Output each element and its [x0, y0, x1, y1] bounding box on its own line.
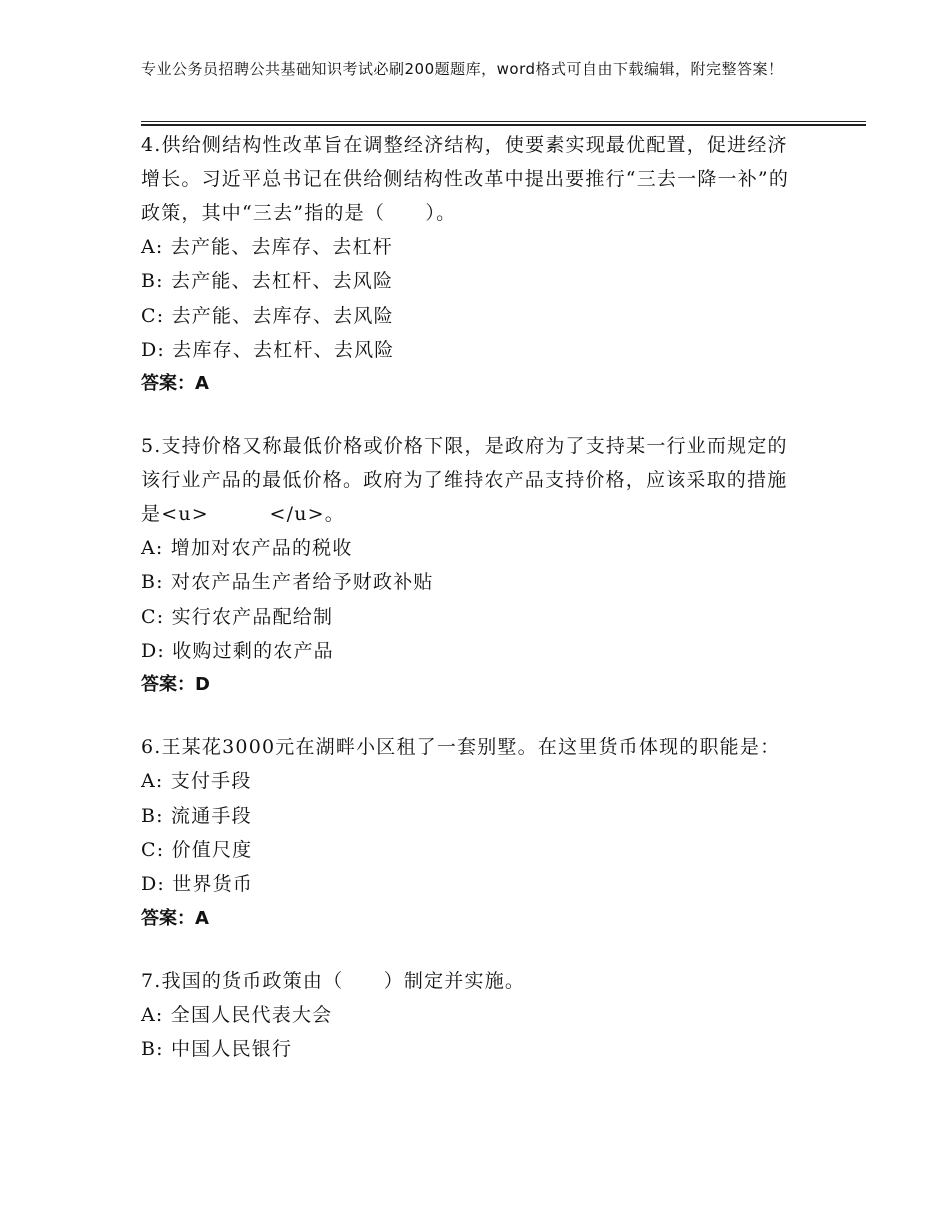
option-b: B: 流通手段: [141, 804, 252, 827]
option-a: A: 增加对农产品的税收: [141, 537, 353, 560]
answer-label: 答案：A: [141, 907, 209, 929]
question-5: [141, 429, 801, 702]
question-list: [141, 128, 801, 1094]
document-header: 专业公务员招聘公共基础知识考试必刷200题题库，word格式可自由下载编辑，附完整答案！: [141, 60, 784, 78]
option-b: B: 中国人民银行: [141, 1037, 293, 1060]
answer-label: 答案：A: [141, 373, 209, 395]
option-c: C: 价值尺度: [141, 838, 253, 861]
option-b: B: 去产能、去杠杆、去风险: [141, 270, 394, 293]
option-a: A: 支付手段: [141, 770, 252, 793]
option-c: C: 去产能、去库存、去风险: [141, 304, 394, 327]
question-stem: 6.王某花3000元在湖畔小区租了一套别墅。在这里货币体现的职能是：: [141, 736, 781, 759]
option-a: A: 去产能、去库存、去杠杆: [141, 236, 393, 258]
header-rule-thick: [141, 124, 866, 126]
question-7: [141, 964, 801, 1067]
question-stem: 5.支持价格又称最低价格或价格下限，是政府为了支持某一行业而规定的该行业产品的最低价格。政府为了维持农产品支持价格，应该采取的措施是<u> </u>。: [141, 435, 788, 526]
question-stem: 7.我国的货币政策由（ ）制定并实施。: [141, 969, 526, 992]
option-a: A: 全国人民代表大会: [141, 1003, 333, 1026]
question-4: [141, 128, 801, 401]
question-stem: 4.供给侧结构性改革旨在调整经济结构，使要素实现最优配置，促进经济增长。习近平总书记在供给侧结构性改革中提出要推行“三去一降一补”的政策，其中“三去”指的是（ ）。: [141, 134, 790, 224]
question-6: [141, 730, 801, 935]
header-rule-thin: [141, 121, 866, 122]
option-d: D: 去库存、去杠杆、去风险: [141, 338, 395, 361]
option-d: D: 世界货币: [141, 873, 254, 896]
option-c: C: 实行农产品配给制: [141, 605, 334, 628]
option-d: D: 收购过剩的农产品: [141, 640, 334, 663]
option-b: B: 对农产品生产者给予财政补贴: [141, 571, 434, 594]
answer-label: 答案：D: [141, 674, 210, 696]
